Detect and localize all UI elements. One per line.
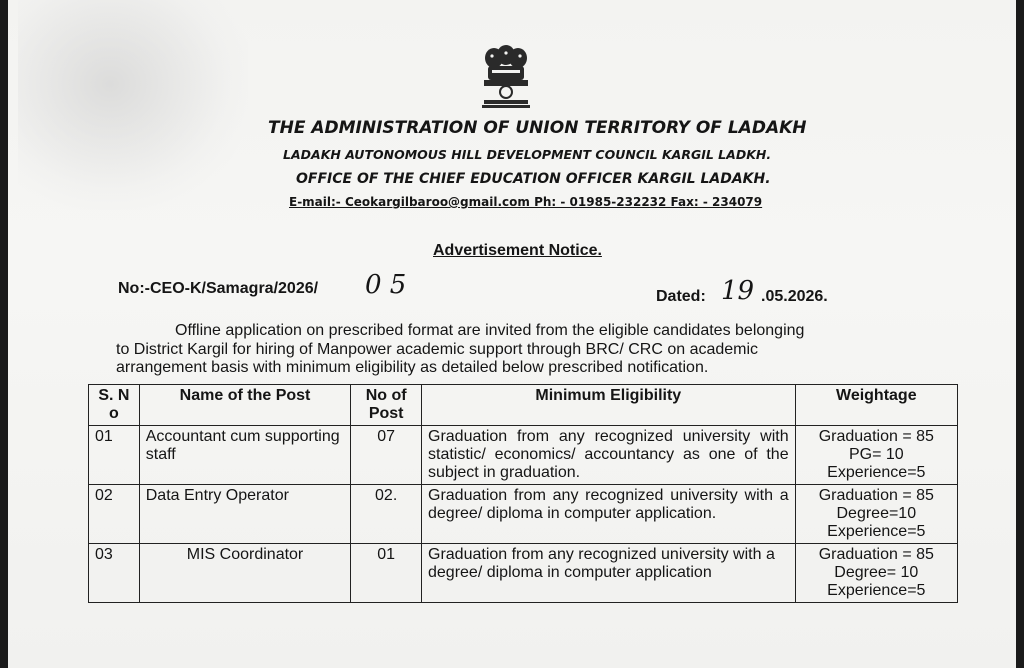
cell-eligibility: Graduation from any recognized university with a degree/ diploma in computer application. [422, 485, 796, 544]
weight-line: Degree=10 [836, 505, 917, 522]
weight-line: Experience=5 [827, 582, 926, 599]
weight-line: Graduation = 85 [818, 487, 934, 504]
date-day-handwritten: 19 [721, 276, 755, 306]
cell-sno: 02 [89, 485, 140, 544]
cell-post-count: 02. [351, 485, 422, 544]
cell-post-name: Accountant cum supporting staff [139, 426, 351, 485]
cell-sno: 03 [89, 544, 140, 603]
cell-sno: 01 [89, 426, 140, 485]
cell-post-name: MIS Coordinator [139, 544, 351, 603]
national-emblem-icon [476, 44, 536, 110]
cell-eligibility: Graduation from any recognized university with statistic/ economics/ accountancy as one of the subject in graduation. [422, 426, 796, 485]
header-eligibility: Minimum Eligibility [422, 385, 796, 426]
cell-weightage [795, 485, 957, 544]
body-line-1: Offline application on prescribed format are invited from the eligible candidates belonging [175, 322, 805, 339]
body-line-2: to District Kargil for hiring of Manpower academic support through BRC/ CRC on academic [116, 341, 759, 358]
header-administration: THE ADMINISTRATION OF UNION TERRITORY OF LADAKH [268, 118, 807, 138]
weight-line: Graduation = 85 [818, 546, 934, 563]
body-line-3: arrangement basis with minimum eligibility as detailed below prescribed notification. [116, 359, 709, 376]
table-row [89, 485, 958, 544]
weight-line: PG= 10 [848, 446, 904, 463]
header-post-count: No of Post [351, 385, 422, 426]
cell-post-name: Data Entry Operator [139, 485, 351, 544]
table-row [89, 426, 958, 485]
document-page [8, 0, 1016, 668]
date-month-year: .05.2026. [761, 288, 828, 305]
weight-line: Graduation = 85 [818, 428, 934, 445]
reference-prefix: No:-CEO-K/Samagra/2026/ [118, 280, 319, 297]
header-weightage: Weightage [795, 385, 957, 426]
weight-line: Experience=5 [827, 523, 926, 540]
header-office: OFFICE OF THE CHIEF EDUCATION OFFICER KARGIL LADAKH. [296, 171, 771, 187]
header-contact: E-mail:- Ceokargilbaroo@gmail.com Ph: - 01985-232232 Fax: - 234079 [289, 195, 763, 209]
dated-label: Dated: [656, 288, 706, 305]
header-council: LADAKH AUTONOMOUS HILL DEVELOPMENT COUNCIL KARGIL LADKH. [283, 147, 772, 162]
paper-crease [18, 0, 248, 210]
cell-post-count: 07 [351, 426, 422, 485]
weight-line: Experience=5 [827, 464, 926, 481]
header-sno: S. N o [89, 385, 140, 426]
cell-weightage [795, 544, 957, 603]
cell-post-count: 01 [351, 544, 422, 603]
table-header-row [89, 385, 958, 426]
header-post-name: Name of the Post [139, 385, 351, 426]
weight-line: Degree= 10 [834, 564, 919, 581]
posts-table [88, 384, 958, 603]
cell-eligibility: Graduation from any recognized university with a degree/ diploma in computer application [422, 544, 796, 603]
notice-title: Advertisement Notice. [433, 242, 602, 259]
cell-weightage [795, 426, 957, 485]
table-row [89, 544, 958, 603]
reference-number-handwritten: 0 5 [365, 270, 407, 300]
